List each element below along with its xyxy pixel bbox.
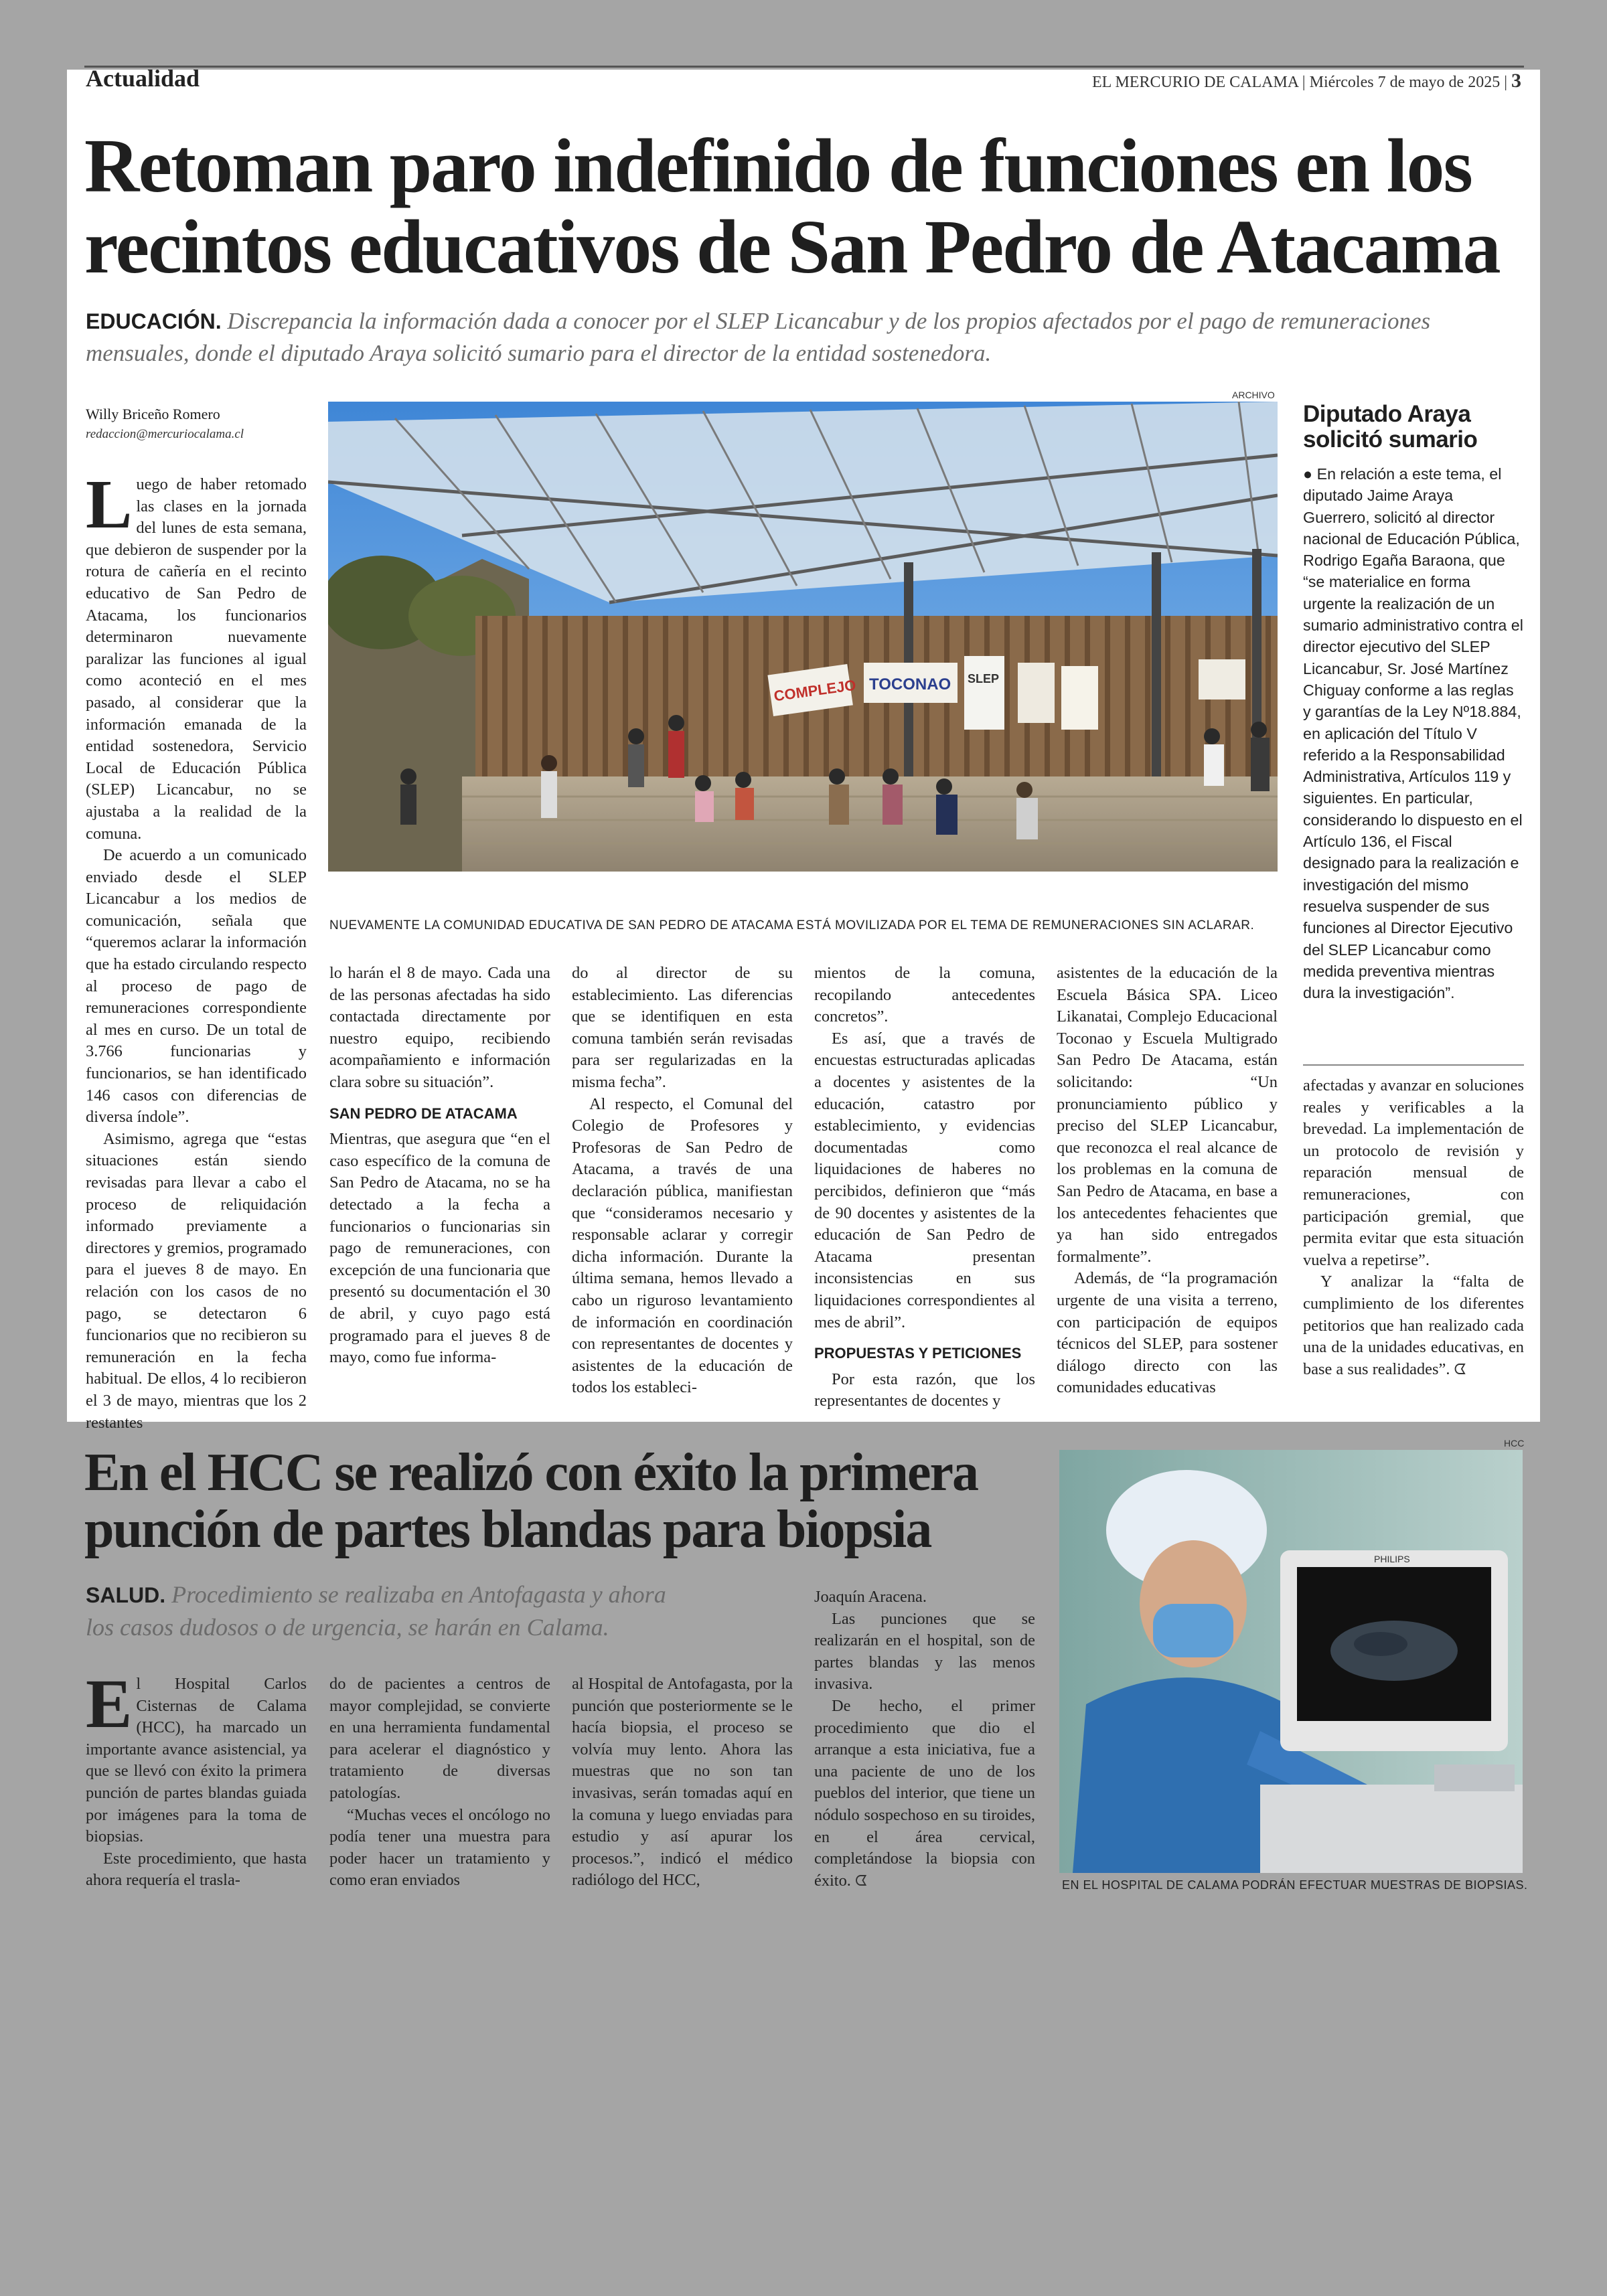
author-email: redaccion@mercuriocalama.cl bbox=[86, 427, 244, 441]
article2-end-mark-icon: ᗧ bbox=[854, 1872, 868, 1890]
article2-kicker bbox=[86, 1578, 822, 1643]
article2-column-1 bbox=[86, 1665, 307, 1892]
article1-col4-p3: Por esta razón, que los representantes de docentes y bbox=[814, 1370, 1035, 1410]
author-name: Willy Briceño Romero bbox=[86, 406, 220, 422]
banner-text-1: COMPLEJO bbox=[773, 676, 857, 705]
article1-col1-p3: Asimismo, agrega que “estas situaciones están siendo revisadas para llevar a cabo el proceso de reliquidación informado previamente a directores y gremios, programado para el jueves 8 de mayo. En relación con los casos de no pago, se detectaron 6 funcionarios que no recibieron su remuneración en la fecha habitual. De ellos, 4 lo recibieron el 3 de mayo, mientras que los 2 restantes bbox=[86, 1129, 307, 1432]
article1-column-1 bbox=[86, 466, 307, 1434]
article2-col1-p1: El Hospital Carlos Cisternas de Calama (HCC), ha marcado un importante avance asistencial, ya que se llevó con éxito la primera punción de partes blandas guiada por imágenes para la toma de biopsias. bbox=[86, 1665, 307, 1846]
article2-col4-p1: Joaquín Aracena. bbox=[814, 1588, 927, 1606]
article1-kicker-label: EDUCACIÓN. bbox=[86, 309, 222, 333]
article2-col3-p1: al Hospital de Antofagasta, por la punción que posteriormente se le hacía biopsia, el proceso se volvía muy lento. Ahora las muestras que no son tan invasivas, serán tomadas aquí en la comuna y luego enviadas para estudio y así apurar los procesos.”, indicó el médico radiólogo del HCC, bbox=[572, 1675, 793, 1890]
dropcap-e: E bbox=[86, 1665, 133, 1742]
article1-kicker-text: Discrepancia la información dada a conocer por el SLEP Licancabur y de los propios afectados por el pago de remuneraciones mensuales, donde el diputado Araya solicitó sumario para el director de la entidad sostenedora. bbox=[86, 308, 1431, 367]
article2-col4-p3: De hecho, el primer procedimiento que dio el arranque a esta iniciativa, fue a una paciente de uno de los pueblos del interior, que tiene un nódulo sospechoso en su tiroides, en el área cervical, completándose la biopsia con éxito. ᗧ bbox=[814, 1696, 1035, 1890]
article2-column-3 bbox=[572, 1673, 793, 1892]
article1-column-3 bbox=[572, 963, 793, 1399]
page-number: 3 bbox=[1511, 70, 1521, 92]
publication-name: EL MERCURIO DE CALAMA bbox=[1092, 74, 1298, 91]
article1-col1-p2: De acuerdo a un comunicado enviado desde el SLEP Licancabur a los medios de comunicación, señala que “queremos aclarar la información que ha estado circulando respecto al proceso de pago de remuneraciones correspondiente al mes en curso. De un total de 3.766 funcionarias y funcionarios, se han identificado 146 casos con diferencias de diversa índole”. bbox=[86, 846, 307, 1127]
article1-headline bbox=[84, 123, 1531, 289]
article1-end-mark-icon: ᗧ bbox=[1454, 1361, 1466, 1378]
sidebar-text-block bbox=[1303, 463, 1524, 1003]
article2-kicker-line2: los casos dudosos o de urgencia, se harán en Calama. bbox=[86, 1614, 609, 1641]
article1-col2-p2: Mientras, que asegura que “en el caso específico de la comuna de San Pedro de Atacama, no se ha detectado a la fecha a funcionarios o funcionarias sin pago de remuneraciones, con excepción de una funcionaria que presentó su documentación el 30 de abril, y cuyo pago está programado para el jueves 8 de mayo, como fue informa- bbox=[329, 1130, 550, 1367]
monitor-brand-text: PHILIPS bbox=[1374, 1554, 1410, 1564]
photo1-credit: ARCHIVO bbox=[1232, 390, 1275, 400]
page-header-info bbox=[1092, 70, 1521, 92]
header-rule bbox=[84, 66, 1524, 68]
article1-column-2 bbox=[329, 963, 550, 1369]
article2-kicker-line1: Procedimiento se realizaba en Antofagasta y ahora bbox=[165, 1581, 666, 1608]
article2-headline bbox=[84, 1445, 1035, 1558]
article1-subhead-propuestas: PROPUESTAS Y PETICIONES bbox=[814, 1345, 1022, 1362]
article1-column-4 bbox=[814, 963, 1035, 1412]
article1-column-5 bbox=[1057, 963, 1278, 1399]
article2-col2-p2: “Muchas veces el oncólogo no podía tener una muestra para poder hacer un tratamiento y como eran enviados bbox=[329, 1805, 550, 1890]
article2-col4-p2: Las punciones que se realizarán en el hospital, son de partes blandas y las menos invasiva. bbox=[814, 1609, 1035, 1694]
sidebar-divider bbox=[1303, 1064, 1524, 1066]
article1-col6-p2: Y analizar la “falta de cumplimiento de los diferentes petitorios que han realizado cada una de la unidades educativas, en base a sus realidades”. ᗧ bbox=[1303, 1273, 1524, 1378]
article2-photo bbox=[1059, 1450, 1523, 1873]
article1-headline-line1: Retoman paro indefinido de funciones en los bbox=[84, 123, 1472, 208]
publication-date: | Miércoles 7 de mayo de 2025 | bbox=[1302, 74, 1507, 91]
photo1-caption: NUEVAMENTE LA COMUNIDAD EDUCATIVA DE SAN PEDRO DE ATACAMA ESTÁ MOVILIZADA POR EL TEMA DE REMUNERACIONES SIN ACLARAR. bbox=[329, 918, 1255, 932]
article1-byline bbox=[86, 406, 307, 442]
article2-column-2 bbox=[329, 1673, 550, 1892]
sidebar-text: En relación a este tema, el diputado Jaime Araya Guerrero, solicitó al director nacional de Educación Pública, Rodrigo Egaña Baraona, que “se materialice en forma urgente la realización de un sumario administrativo contra el director ejecutivo del SLEP Licancabur, Sr. José Martínez Chiguay conforme a las reglas y garantías de la Ley Nº18.884, en aplicación del Título V referido a la Responsabilidad Administrativa, Artículos 119 y siguientes. En particular, considerando lo dispuesto en el Artículo 136, el Fiscal designado para la realización e investigación del mismo resuelva suspender de sus funciones al Director Ejecutivo del SLEP Licancabur como medida preventiva mientras dura la investigación”. bbox=[1303, 465, 1523, 1002]
photo2-credit: HCC bbox=[1504, 1438, 1525, 1449]
article2-headline-line2: punción de partes blandas para biopsia bbox=[84, 1499, 931, 1559]
article2-headline-line1: En el HCC se realizó con éxito la primera bbox=[84, 1443, 978, 1502]
article2-col2-p1: do de pacientes a centros de mayor complejidad, se convierte en una herramienta fundamental para acelerar el diagnóstico y tratamiento de diversas patologías. bbox=[329, 1675, 550, 1802]
article1-col1-p1: Luego de haber retomado las clases en la jornada del lunes de esta semana, que debieron de suspender por la rotura de cañería en el recinto educativo de San Pedro de Atacama, los funcionarios determinaron nuevamente paralizar las funciones al igual como aconteció en el mes pasado, al considerar que la información emanada de la entidad sostenedora, Servicio Local de Educación Pública (SLEP) Licancabur, no se ajustaba a la realidad de la comuna. bbox=[86, 466, 307, 843]
article2-kicker-label: SALUD. bbox=[86, 1583, 166, 1607]
article1-column-6 bbox=[1303, 1075, 1524, 1381]
article1-kicker bbox=[86, 305, 1519, 370]
dropcap-l: L bbox=[86, 466, 133, 543]
banner-text-3: SLEP bbox=[968, 672, 1000, 685]
sidebar-bullet-icon: ● bbox=[1303, 465, 1313, 483]
banner-text-2: TOCONAO bbox=[869, 675, 951, 693]
article1-col4-p1: mientos de la comuna, recopilando antecedentes concretos”. bbox=[814, 964, 1035, 1026]
article1-col4-p2: Es así, que a través de encuestas estructuradas aplicadas a docentes y asistentes de la educación, catastro por establecimiento, y evidencias documentadas como liquidaciones de haberes no percibidos, definieron que “más de 90 docentes y asistentes de la educación de San Pedro de Atacama presentan inconsistencias en sus liquidaciones correspondientes al mes de abril”. bbox=[814, 1029, 1035, 1331]
article1-col2-p1: lo harán el 8 de mayo. Cada una de las personas afectadas ha sido contactada directamente por nuestro equipo, recibiendo acompañamiento e información clara sobre su situación”. bbox=[329, 964, 550, 1091]
article1-col3-p1: do al director de su establecimiento. Las diferencias que se identifiquen en esta comuna también serán revisadas para ser regularizadas en la misma fecha”. bbox=[572, 964, 793, 1091]
section-label: Actualidad bbox=[86, 65, 200, 92]
article1-photo bbox=[328, 402, 1278, 872]
article1-col6-p1: afectadas y avanzar en soluciones reales y verificables a la brevedad. La implementación de un protocolo de revisión y reparación mensual de remuneraciones, con participación gremial, que permita evitar que esta situación vuelva a repetirse”. bbox=[1303, 1076, 1524, 1269]
sidebar-title bbox=[1303, 402, 1524, 453]
article2-column-4 bbox=[814, 1586, 1035, 1892]
school-protest-photo bbox=[328, 402, 1278, 872]
article1-headline-line2: recintos educativos de San Pedro de Atacama bbox=[84, 203, 1500, 289]
article1-col5-p1: asistentes de la educación de la Escuela Básica SPA. Liceo Likanatai, Complejo Educacional Toconao y Escuela Multigrado San Pedro De Atacama, están solicitando: “Un pronunciamiento público y preciso del SLEP Licancabur, que reconozca el real alcance de los problemas en la comuna de San Pedro de Atacama, en base a los antecedentes fehacientes que ya han sido entregados formalmente”. bbox=[1057, 964, 1278, 1266]
sidebar-title-line1: Diputado Araya bbox=[1303, 401, 1471, 427]
sidebar-title-line2: solicitó sumario bbox=[1303, 426, 1478, 453]
article2-col1-p2: Este procedimiento, que hasta ahora requería el trasla- bbox=[86, 1849, 307, 1890]
sidebar-box bbox=[1303, 402, 1524, 1003]
biopsy-procedure-photo bbox=[1059, 1450, 1523, 1873]
article1-subhead-san-pedro: SAN PEDRO DE ATACAMA bbox=[329, 1104, 518, 1122]
article1-col5-p2: Además, de “la programación urgente de una visita a terreno, con participación de equipos técnicos del SLEP, para sostener diálogo directo con las comunidades educativas bbox=[1057, 1269, 1278, 1397]
photo2-caption: EN EL HOSPITAL DE CALAMA PODRÁN EFECTUAR MUESTRAS DE BIOPSIAS. bbox=[1062, 1878, 1528, 1892]
article1-col3-p2: Al respecto, el Comunal del Colegio de Profesores y Profesoras de San Pedro de Atacama, a través de una declaración pública, manifiestan que “consideramos necesario y responsable aclarar y corregir dicha información. Durante la última semana, hemos llevado a cabo un riguroso levantamiento de información en coordinación con representantes de docentes y asistentes de la educación de todos los estableci- bbox=[572, 1094, 793, 1397]
